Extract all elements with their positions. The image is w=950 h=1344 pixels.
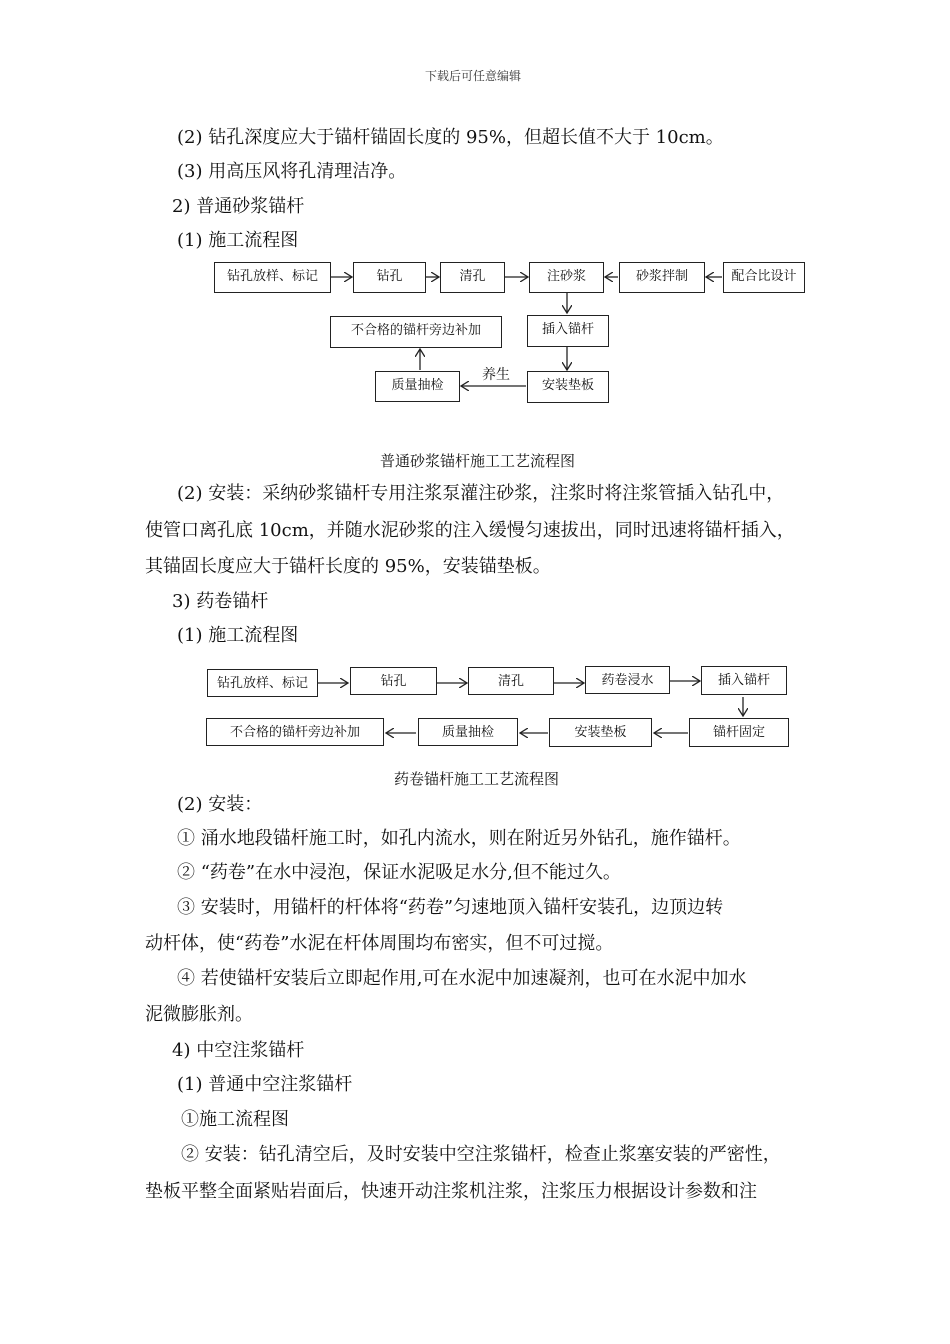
flow1-box-insert: 插入锚杆: [527, 315, 609, 347]
list-item: ② “药卷”在水中浸泡，保证水泥吸足水分,但不能过久。: [177, 862, 621, 883]
subsection-heading: (1) 施工流程图: [177, 230, 299, 251]
subsection-heading: (1) 施工流程图: [177, 625, 299, 646]
flow1-box-mix: 砂浆拌制: [619, 262, 705, 293]
flow1-box-grout: 注砂浆: [529, 262, 604, 293]
section-heading: 3) 药卷锚杆: [172, 591, 269, 612]
subsection-heading: (1) 普通中空注浆锚杆: [177, 1074, 353, 1095]
flow1-box-drill-mark: 钻孔放样、标记: [214, 262, 331, 293]
flow1-box-clean: 清孔: [440, 262, 505, 293]
flow2-box-drill: 钻孔: [350, 667, 437, 695]
paragraph-line: 使管口离孔底 10cm，并随水泥砂浆的注入缓慢匀速拔出，同时迅速将锚杆插入，: [145, 520, 795, 541]
list-item-continuation: 泥微膨胀剂。: [145, 1004, 253, 1025]
flow1-box-plate: 安装垫板: [527, 371, 609, 403]
list-item: ③ 安装时，用锚杆的杆体将“药卷”匀速地顶入锚杆安装孔，边顶边转: [177, 897, 724, 918]
subsection-heading: (2) 安装：: [177, 794, 263, 815]
flow2-box-insert: 插入锚杆: [701, 666, 787, 695]
flow2-box-plate: 安装垫板: [549, 718, 652, 747]
flow2-box-inspect: 质量抽检: [418, 718, 518, 746]
flow2-box-clean: 清孔: [468, 667, 554, 695]
flow2-box-reject: 不合格的锚杆旁边补加: [206, 718, 384, 746]
section-heading: 2) 普通砂浆锚杆: [172, 196, 305, 217]
flow2-box-soak: 药卷浸水: [585, 666, 670, 694]
paragraph-line: (2) 安装：采纳砂浆锚杆专用注浆泵灌注砂浆，注浆时将注浆管插入钻孔中，: [177, 483, 785, 504]
page-header: 下载后可任意编辑: [425, 69, 522, 83]
list-item-continuation: 动杆体，使“药卷”水泥在杆体周围均布密实，但不可过搅。: [145, 933, 614, 954]
list-item: ① 涌水地段锚杆施工时，如孔内流水，则在附近另外钻孔，施作锚杆。: [177, 828, 741, 849]
flow1-box-inspect: 质量抽检: [375, 371, 460, 402]
paragraph-line: 其锚固长度应大于锚杆长度的 95%，安装锚垫板。: [145, 556, 551, 577]
list-item: ② 安装：钻孔清空后，及时安装中空注浆锚杆，检查止浆塞安装的严密性，: [181, 1144, 781, 1165]
flow1-box-reject: 不合格的锚杆旁边补加: [330, 316, 502, 348]
flow2-box-fix: 锚杆固定: [689, 718, 789, 747]
flow1-box-design: 配合比设计: [723, 262, 805, 293]
flow2-box-drill-mark: 钻孔放样、标记: [207, 669, 318, 697]
section-heading: 4) 中空注浆锚杆: [172, 1040, 305, 1061]
paragraph-line: (2) 钻孔深度应大于锚杆锚固长度的 95%，但超长值不大于 10cm。: [177, 127, 724, 148]
flow2-caption: 药卷锚杆施工工艺流程图: [394, 770, 560, 788]
flow1-curing-label: 养生: [482, 367, 510, 383]
flow1-box-drill: 钻孔: [353, 262, 426, 293]
list-item: ①施工流程图: [181, 1109, 289, 1130]
list-item: ④ 若使锚杆安装后立即起作用,可在水泥中加速凝剂，也可在水泥中加水: [177, 968, 747, 989]
list-item-continuation: 垫板平整全面紧贴岩面后，快速开动注浆机注浆，注浆压力根据设计参数和注: [145, 1181, 757, 1202]
flow1-caption: 普通砂浆锚杆施工工艺流程图: [380, 452, 576, 470]
paragraph-line: (3) 用高压风将孔清理洁净。: [177, 161, 407, 182]
